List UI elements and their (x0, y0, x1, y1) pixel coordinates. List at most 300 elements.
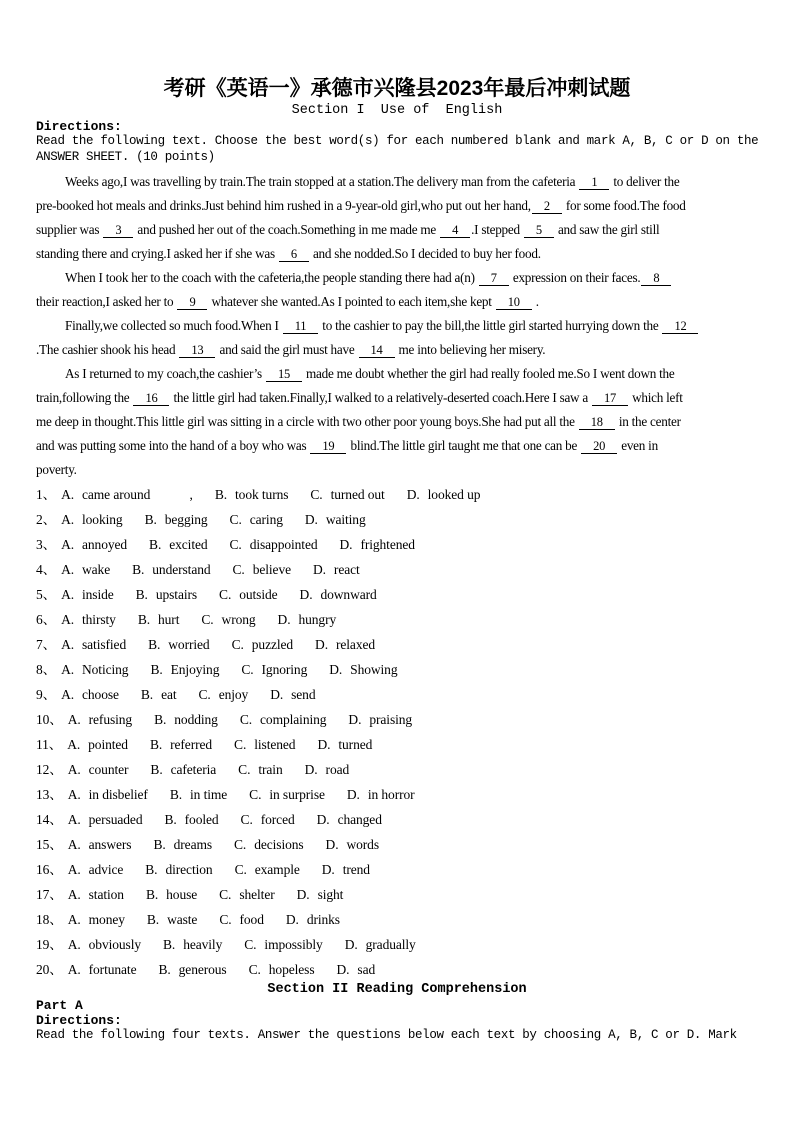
section1-heading: Section I Use of English (291, 103, 503, 118)
option-letter: D. (270, 687, 284, 702)
option-text: Noticing (82, 662, 129, 677)
option-text: listened (254, 737, 296, 752)
question-number: 15、 (36, 837, 63, 852)
option-letter: D. (321, 862, 335, 877)
question-list (36, 482, 758, 982)
answer-option (164, 812, 218, 827)
answer-option (67, 737, 128, 752)
question-row (36, 532, 758, 557)
answer-option (244, 937, 322, 952)
option-text: disappointed (249, 537, 318, 552)
cloze-blank: 4 (440, 223, 470, 238)
option-text: dreams (173, 837, 213, 852)
option-letter: A. (67, 812, 81, 827)
option-text: house (166, 887, 198, 902)
answer-option (240, 712, 327, 727)
directions2-label: Directions: (36, 1013, 122, 1028)
passage-line: me deep in thought.This little girl was sitting in a circle with two other poor young boys.She had put all the 18 in the center (36, 414, 681, 429)
question-number: 17、 (36, 887, 63, 902)
option-text: pointed (88, 737, 128, 752)
option-letter: C. (234, 737, 247, 752)
answer-option (68, 887, 124, 902)
question-row (36, 782, 758, 807)
option-letter: A. (61, 687, 74, 702)
answer-option (163, 937, 222, 952)
option-text: upstairs (155, 587, 198, 602)
answer-option (150, 662, 219, 677)
option-text: fooled (184, 812, 219, 827)
option-letter: C. (232, 562, 245, 577)
passage-line: .The cashier shook his head 13 and said the girl must have 14 me into believing her misery. (36, 342, 546, 357)
option-text: drinks (306, 912, 340, 927)
question-row (36, 482, 758, 507)
cloze-blank: 13 (179, 343, 215, 358)
option-text: shelter (239, 887, 275, 902)
passage-line: train,following the 16 the little girl had taken.Finally,I walked to a relatively-deserted coach.Here I saw a 17 which left (36, 390, 683, 405)
option-letter: B. (146, 912, 160, 927)
question-number: 9、 (36, 687, 57, 702)
answer-option (238, 762, 282, 777)
answer-option (153, 837, 212, 852)
answer-option (278, 612, 337, 627)
option-text: hungry (298, 612, 337, 627)
question-row (36, 882, 758, 907)
option-letter: B. (150, 662, 163, 677)
question-row (36, 657, 758, 682)
option-letter: A. (67, 887, 81, 902)
cloze-blank: 14 (359, 343, 395, 358)
option-letter: A. (61, 587, 74, 602)
option-letter: C. (219, 887, 232, 902)
passage-line: Finally,we collected so much food.When I 11 to the cashier to pay the bill,the little girl started hurrying down the 12 (36, 314, 758, 338)
cloze-blank: 8 (641, 271, 671, 286)
option-letter: A. (61, 487, 74, 502)
question-row (36, 932, 758, 957)
answer-option (347, 787, 415, 802)
directions-line: ANSWER SHEET. (10 points) (36, 149, 215, 164)
option-text: eat (161, 687, 177, 702)
option-text: turned out (330, 487, 385, 502)
passage-line: standing there and crying.I asked her if she was 6 and she nodded.So I decided to buy her food. (36, 246, 541, 261)
answer-option (154, 712, 218, 727)
option-letter: C. (234, 837, 247, 852)
option-letter: A. (61, 512, 74, 527)
option-letter: C. (248, 962, 261, 977)
question-number: 16、 (36, 862, 63, 877)
answer-option (201, 612, 255, 627)
answer-option (317, 737, 372, 752)
question-row (36, 907, 758, 932)
option-letter: C. (310, 487, 323, 502)
answer-option (145, 512, 208, 527)
question-number: 7、 (36, 637, 57, 652)
passage-line: As I returned to my coach,the cashier’s 15 made me doubt whether the girl had really fooled me.So I went down the (65, 366, 675, 381)
option-letter: C. (219, 912, 232, 927)
answer-option (68, 962, 137, 977)
answer-option (61, 512, 123, 527)
question-row (36, 557, 758, 582)
option-letter: A. (67, 712, 81, 727)
option-text: money (88, 912, 125, 927)
answer-option (146, 887, 197, 902)
option-text: enjoy (218, 687, 249, 702)
question-number: 10、 (36, 712, 63, 727)
option-letter: B. (145, 862, 158, 877)
answer-option (170, 787, 227, 802)
option-letter: A. (67, 837, 81, 852)
answer-option (235, 862, 300, 877)
option-letter: D. (299, 587, 313, 602)
cloze-blank: 17 (592, 391, 628, 406)
question-number: 1、 (36, 487, 57, 502)
option-letter: D. (317, 737, 331, 752)
option-text: wake (82, 562, 111, 577)
option-text: relaxed (335, 637, 376, 652)
question-number: 14、 (36, 812, 63, 827)
answer-option (61, 612, 116, 627)
directions2-text: Read the following four texts. Answer the questions below each text by choosing A, B, C or D. Mark (36, 1028, 737, 1042)
option-letter: D. (285, 912, 299, 927)
question-number: 6、 (36, 612, 57, 627)
answer-option (141, 687, 177, 702)
option-text: in surprise (269, 787, 325, 802)
question-number: 18、 (36, 912, 63, 927)
option-letter: B. (137, 612, 150, 627)
option-text: trend (342, 862, 370, 877)
answer-option (68, 712, 132, 727)
option-letter: D. (336, 962, 350, 977)
option-letter: C. (249, 787, 262, 802)
question-row (36, 807, 758, 832)
answer-option (232, 637, 293, 652)
cloze-blank: 6 (279, 247, 309, 262)
question-number: 19、 (36, 937, 63, 952)
question-number: 11、 (36, 737, 63, 752)
answer-option (61, 562, 110, 577)
answer-option (300, 587, 377, 602)
option-letter: D. (406, 487, 420, 502)
option-letter: B. (140, 687, 154, 702)
option-text: frightened (360, 537, 415, 552)
answer-option (313, 562, 360, 577)
answer-option (61, 687, 119, 702)
option-text: words (346, 837, 379, 852)
option-letter: D. (277, 612, 291, 627)
cloze-blank: 11 (283, 319, 319, 334)
answer-option (132, 562, 210, 577)
option-letter: C. (198, 687, 211, 702)
option-letter: A. (67, 762, 81, 777)
option-text: turned (338, 737, 373, 752)
question-row (36, 832, 758, 857)
answer-option (407, 487, 481, 502)
cloze-blank: 2 (532, 199, 562, 214)
option-letter: A. (61, 637, 74, 652)
option-text: impossibly (264, 937, 323, 952)
option-letter: B. (144, 512, 157, 527)
option-letter: B. (135, 587, 148, 602)
answer-option (241, 812, 295, 827)
question-row (36, 607, 758, 632)
option-letter: B. (153, 837, 166, 852)
option-letter: A. (67, 912, 81, 927)
option-text: satisfied (82, 637, 127, 652)
answer-option (215, 487, 289, 502)
answer-option (326, 837, 379, 852)
answer-option (61, 637, 126, 652)
option-text: inside (82, 587, 114, 602)
option-text: direction (165, 862, 213, 877)
option-letter: D. (329, 662, 343, 677)
answer-option (148, 637, 209, 652)
option-letter: C. (219, 587, 232, 602)
option-letter: A. (67, 937, 81, 952)
option-letter: A. (67, 962, 81, 977)
option-text: referred (170, 737, 213, 752)
answer-option (219, 887, 274, 902)
option-text: downward (320, 587, 377, 602)
question-number: 5、 (36, 587, 57, 602)
answer-option (219, 587, 278, 602)
option-letter: D. (296, 887, 310, 902)
option-text: refusing (88, 712, 133, 727)
answer-option (340, 537, 415, 552)
answer-option (199, 687, 249, 702)
option-text: fortunate (88, 962, 137, 977)
option-letter: D. (312, 562, 326, 577)
question-row (36, 582, 758, 607)
option-text: example (254, 862, 300, 877)
option-text: in disbelief (88, 787, 148, 802)
option-text: came around , (82, 487, 193, 502)
page-title: 考研《英语一》承德市兴隆县2023年最后冲刺试题 (163, 77, 631, 100)
option-letter: B. (158, 962, 171, 977)
answer-option (138, 612, 180, 627)
option-text: answers (88, 837, 132, 852)
option-letter: C. (239, 712, 253, 727)
option-letter: C. (240, 812, 253, 827)
directions-label: Directions: (36, 119, 122, 134)
answer-option (315, 637, 375, 652)
option-text: road (325, 762, 350, 777)
answer-option (329, 662, 397, 677)
answer-option (230, 512, 283, 527)
answer-option (147, 912, 197, 927)
cloze-passage (36, 170, 758, 482)
option-letter: A. (67, 862, 81, 877)
option-text: sight (317, 887, 344, 902)
option-text: Ignoring (261, 662, 308, 677)
option-letter: A. (61, 662, 74, 677)
answer-option (68, 912, 125, 927)
answer-option (305, 762, 350, 777)
option-text: food (239, 912, 264, 927)
option-text: waste (167, 912, 198, 927)
answer-option (230, 537, 318, 552)
passage-line: poverty. (36, 462, 77, 477)
answer-option (145, 862, 212, 877)
option-text: waiting (325, 512, 366, 527)
option-text: understand (152, 562, 211, 577)
option-text: station (88, 887, 124, 902)
option-text: sad (357, 962, 376, 977)
cloze-blank: 15 (266, 367, 302, 382)
option-letter: D. (304, 762, 318, 777)
cloze-blank: 19 (310, 439, 346, 454)
question-number: 13、 (36, 787, 63, 802)
option-text: wrong (221, 612, 256, 627)
cloze-blank: 18 (579, 415, 615, 430)
option-text: puzzled (251, 637, 294, 652)
answer-option (68, 787, 148, 802)
option-letter: D. (348, 712, 362, 727)
cloze-blank: 20 (581, 439, 617, 454)
option-text: persuaded (88, 812, 143, 827)
option-text: choose (82, 687, 119, 702)
answer-option (61, 537, 127, 552)
part-a-label: Part A (36, 998, 83, 1013)
option-text: looking (82, 512, 123, 527)
answer-option (249, 787, 325, 802)
option-text: obviously (88, 937, 141, 952)
option-letter: C. (229, 512, 242, 527)
option-letter: A. (61, 562, 74, 577)
option-text: Showing (350, 662, 398, 677)
answer-option (317, 812, 382, 827)
answer-option (150, 737, 212, 752)
option-text: complaining (260, 712, 327, 727)
option-letter: D. (325, 837, 339, 852)
option-text: send (291, 687, 316, 702)
question-number: 2、 (36, 512, 57, 527)
answer-option (297, 887, 344, 902)
answer-option (68, 862, 124, 877)
option-text: decisions (254, 837, 304, 852)
question-number: 3、 (36, 537, 57, 552)
question-row (36, 707, 758, 732)
option-text: train (258, 762, 283, 777)
option-letter: C. (229, 537, 242, 552)
cloze-blank: 10 (496, 295, 532, 310)
answer-option (345, 937, 416, 952)
option-text: outside (239, 587, 278, 602)
answer-option (61, 662, 128, 677)
option-text: looked up (427, 487, 481, 502)
answer-option (68, 837, 132, 852)
option-text: advice (88, 862, 124, 877)
answer-option (150, 762, 216, 777)
answer-option (68, 937, 141, 952)
option-letter: D. (346, 787, 360, 802)
cloze-blank: 12 (662, 319, 698, 334)
option-letter: A. (61, 537, 74, 552)
answer-option (68, 762, 129, 777)
option-letter: B. (164, 812, 177, 827)
answer-option (68, 812, 143, 827)
answer-option (233, 562, 291, 577)
question-row (36, 682, 758, 707)
question-number: 20、 (36, 962, 63, 977)
cloze-blank: 7 (479, 271, 509, 286)
cloze-blank: 16 (133, 391, 169, 406)
option-text: praising (369, 712, 413, 727)
answer-option (234, 737, 295, 752)
option-letter: C. (241, 662, 254, 677)
option-text: hopeless (268, 962, 315, 977)
option-letter: D. (304, 512, 318, 527)
option-letter: C. (238, 762, 251, 777)
option-letter: B. (132, 562, 145, 577)
answer-option (234, 837, 304, 852)
answer-option (241, 662, 307, 677)
option-letter: D. (316, 812, 330, 827)
option-letter: B. (169, 787, 182, 802)
cloze-blank: 3 (103, 223, 133, 238)
cloze-blank: 9 (177, 295, 207, 310)
option-text: counter (88, 762, 129, 777)
question-number: 4、 (36, 562, 57, 577)
answer-option (336, 962, 375, 977)
option-text: generous (178, 962, 227, 977)
question-row (36, 957, 758, 982)
option-letter: D. (339, 537, 353, 552)
option-text: worried (168, 637, 210, 652)
option-letter: B. (149, 537, 162, 552)
passage-line: supplier was 3 and pushed her out of the coach.Something in me made me 4 .I stepped 5 and saw the girl still (36, 222, 660, 237)
option-text: begging (164, 512, 208, 527)
option-text: took turns (235, 487, 289, 502)
option-text: forced (260, 812, 295, 827)
option-text: believe (252, 562, 291, 577)
option-letter: C. (234, 862, 247, 877)
option-letter: B. (145, 887, 159, 902)
option-letter: B. (154, 712, 167, 727)
option-letter: B. (214, 487, 228, 502)
option-text: caring (249, 512, 283, 527)
option-letter: A. (61, 612, 74, 627)
directions-text (36, 134, 758, 165)
answer-option (249, 962, 315, 977)
question-row (36, 857, 758, 882)
option-letter: D. (344, 937, 358, 952)
question-row (36, 632, 758, 657)
passage-line: and was putting some into the hand of a boy who was 19 blind.The little girl taught me that one can be 20 even in (36, 438, 658, 453)
answer-option (149, 537, 207, 552)
option-text: annoyed (82, 537, 128, 552)
option-letter: C. (201, 612, 214, 627)
option-text: changed (337, 812, 382, 827)
option-text: cafeteria (170, 762, 217, 777)
question-row (36, 507, 758, 532)
option-text: heavily (183, 937, 223, 952)
passage-line: their reaction,I asked her to 9 whatever she wanted.As I pointed to each item,she kept 10 . (36, 294, 539, 309)
answer-option (61, 587, 114, 602)
option-letter: C. (244, 937, 257, 952)
option-letter: B. (150, 762, 163, 777)
option-letter: D. (315, 637, 328, 652)
question-row (36, 757, 758, 782)
answer-option (219, 912, 264, 927)
answer-option (286, 912, 340, 927)
option-letter: C. (231, 637, 244, 652)
option-letter: B. (148, 637, 161, 652)
question-number: 12、 (36, 762, 63, 777)
passage-line: pre-booked hot meals and drinks.Just behind him rushed in a 9-year-old girl,who put out her hand, 2 for some food.The food (36, 198, 686, 213)
option-letter: B. (149, 737, 163, 752)
option-text: excited (169, 537, 208, 552)
option-letter: B. (163, 937, 176, 952)
section2-heading: Section II Reading Comprehension (267, 982, 527, 997)
